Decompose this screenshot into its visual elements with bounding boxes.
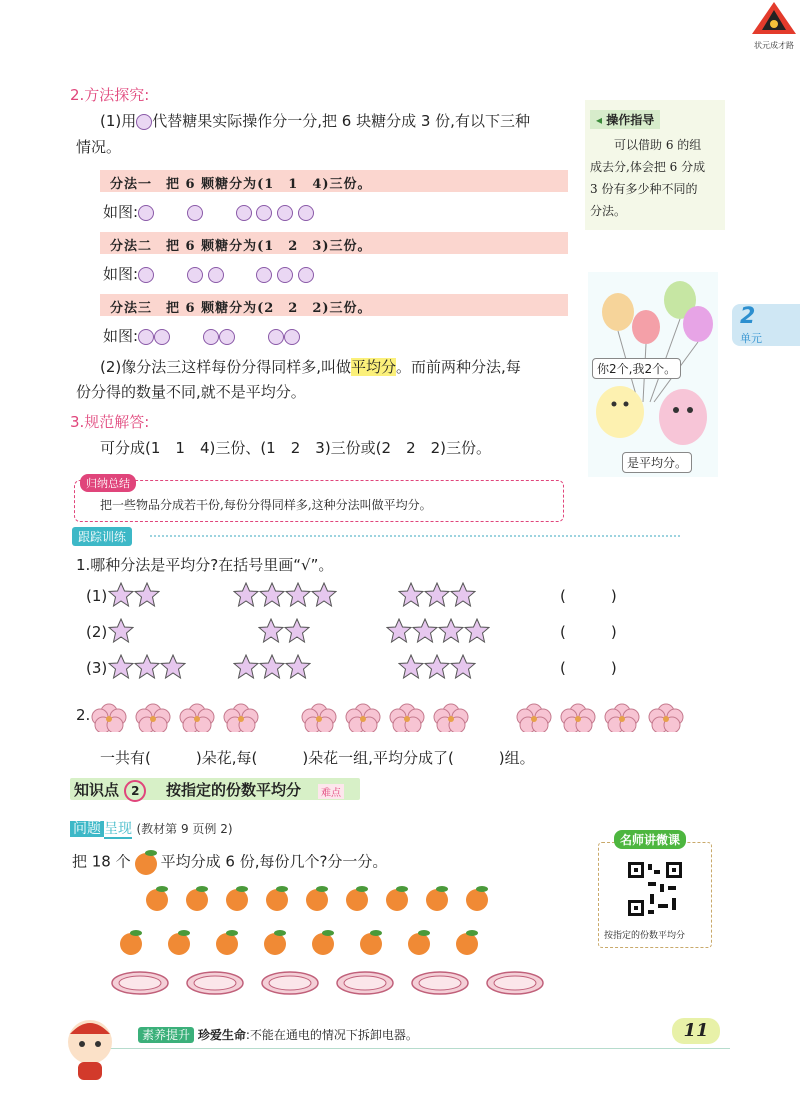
star-icon bbox=[134, 654, 160, 680]
circle-icon bbox=[138, 329, 154, 345]
part2-text bbox=[100, 356, 570, 378]
star-icon bbox=[424, 582, 450, 608]
star-group bbox=[108, 582, 160, 608]
figure-label: 如图: bbox=[103, 265, 139, 283]
star-icon bbox=[438, 618, 464, 644]
problem-tag2: 呈现 bbox=[104, 821, 132, 837]
circle-icon bbox=[256, 267, 272, 283]
circle-icon bbox=[208, 267, 224, 283]
plate-icon bbox=[485, 970, 545, 996]
orange-icon bbox=[262, 884, 292, 912]
circle-icon bbox=[268, 329, 284, 345]
dotted-divider bbox=[150, 535, 680, 537]
flower-icon bbox=[603, 702, 641, 732]
flower-icon bbox=[300, 702, 338, 732]
star-group bbox=[233, 654, 311, 680]
problem-tag bbox=[70, 818, 233, 838]
circle-icon bbox=[203, 329, 219, 345]
answer-blank[interactable]: ( ) bbox=[560, 623, 617, 641]
circle-icon bbox=[256, 205, 272, 221]
circle-icon bbox=[277, 205, 293, 221]
figure-label: 如图: bbox=[103, 203, 139, 221]
star-group bbox=[398, 654, 476, 680]
part1-pre: (1)用 bbox=[100, 112, 137, 130]
answer-blank[interactable]: ( ) bbox=[560, 659, 617, 677]
plate-row bbox=[110, 968, 610, 998]
part1-line2: 情况。 bbox=[76, 138, 122, 156]
star-icon bbox=[450, 582, 476, 608]
method-figure-3 bbox=[103, 325, 300, 347]
speech-bubble-1: 你2个,我2个。 bbox=[592, 358, 681, 379]
q1-row-label: (3) bbox=[86, 659, 108, 677]
star-icon bbox=[398, 654, 424, 680]
tracking-tag: 跟踪训练 bbox=[72, 527, 132, 546]
summary-tag: 归纳总结 bbox=[80, 474, 136, 492]
orange-icon bbox=[182, 884, 212, 912]
guide-line: 3 份有多少种不同的 bbox=[590, 182, 698, 196]
orange-icon bbox=[404, 928, 434, 956]
flower-row bbox=[90, 700, 710, 734]
orange-icon bbox=[131, 848, 161, 876]
guide-line: 可以借助 6 的组 bbox=[614, 138, 702, 152]
star-icon bbox=[259, 654, 285, 680]
plate-icon bbox=[110, 970, 170, 996]
qr-caption: 按指定的份数平均分 bbox=[604, 931, 686, 941]
method-band-3 bbox=[100, 294, 568, 316]
q1-row-label: (1) bbox=[86, 587, 108, 605]
method-text: 分法一 把 6 颗糖分为(1 1 4)三份。 bbox=[110, 177, 372, 192]
unit-number: 2 bbox=[740, 304, 756, 329]
method-text: 分法三 把 6 颗糖分为(2 2 2)三份。 bbox=[110, 301, 372, 316]
orange-row-1 bbox=[142, 882, 502, 914]
orange-icon bbox=[212, 928, 242, 956]
problem-tag1: 问题 bbox=[70, 821, 104, 837]
orange-icon bbox=[462, 884, 492, 912]
orange-icon bbox=[452, 928, 482, 956]
star-icon bbox=[386, 618, 412, 644]
star-icon bbox=[424, 654, 450, 680]
answer-blank[interactable]: ( ) bbox=[560, 587, 617, 605]
question-post: 平均分成 6 份,每份几个?分一分。 bbox=[160, 852, 388, 871]
question-pre: 把 18 个 bbox=[72, 852, 131, 871]
guide-title-text: 操作指导 bbox=[606, 113, 655, 127]
flower-icon bbox=[90, 702, 128, 732]
logo-text: 状元成才路 bbox=[754, 41, 794, 50]
problem-ref: (教材第 9 页例 2) bbox=[136, 822, 233, 836]
part2-pre: (2)像分法三这样每份分得同样多,叫做 bbox=[100, 358, 352, 376]
circle-icon bbox=[187, 267, 203, 283]
footer-tag: 素养提升 bbox=[138, 1027, 194, 1043]
orange-icon bbox=[164, 928, 194, 956]
star-group bbox=[386, 618, 490, 644]
summary-text: 把一些物品分成若干份,每份分得同样多,这种分法叫做平均分。 bbox=[100, 498, 432, 512]
circle-icon bbox=[236, 205, 252, 221]
footer-bold: 珍爱生命 bbox=[197, 1028, 246, 1042]
page-number: 11 bbox=[672, 1018, 720, 1044]
flower-icon bbox=[515, 702, 553, 732]
knowledge-label: 知识点 bbox=[74, 781, 120, 799]
flower-icon bbox=[344, 702, 382, 732]
star-group bbox=[398, 582, 476, 608]
qr-code-icon bbox=[626, 860, 684, 918]
star-icon bbox=[108, 582, 134, 608]
part1-post: 代替糖果实际操作分一分,把 6 块糖分成 3 份,有以下三种 bbox=[152, 112, 530, 130]
part2-post: 。而前两种分法,每 bbox=[396, 358, 521, 376]
highlight-term: 平均分 bbox=[351, 358, 397, 376]
star-icon bbox=[258, 618, 284, 644]
orange-icon bbox=[308, 928, 338, 956]
flower-icon bbox=[647, 702, 685, 732]
q2-label: 2. bbox=[76, 706, 91, 724]
orange-row-2 bbox=[116, 926, 526, 958]
flower-icon bbox=[222, 702, 260, 732]
orange-icon bbox=[356, 928, 386, 956]
guide-line: 成去分,体会把 6 分成 bbox=[590, 160, 706, 174]
star-icon bbox=[160, 654, 186, 680]
figure-label: 如图: bbox=[103, 327, 139, 345]
circle-icon bbox=[138, 267, 154, 283]
circle-icon bbox=[298, 205, 314, 221]
section-title: 2.方法探究: bbox=[70, 86, 150, 104]
plate-icon bbox=[410, 970, 470, 996]
method-text: 分法二 把 6 颗糖分为(1 2 3)三份。 bbox=[110, 239, 372, 254]
circle-icon bbox=[154, 329, 170, 345]
star-icon bbox=[285, 654, 311, 680]
circle-icon bbox=[138, 205, 154, 221]
star-icon bbox=[285, 582, 311, 608]
logo-icon bbox=[748, 0, 800, 36]
part1-text bbox=[100, 110, 570, 132]
star-icon bbox=[311, 582, 337, 608]
orange-icon bbox=[422, 884, 452, 912]
problem-question bbox=[72, 848, 387, 876]
star-icon bbox=[259, 582, 285, 608]
circle-icon bbox=[219, 329, 235, 345]
flower-icon bbox=[388, 702, 426, 732]
star-icon bbox=[464, 618, 490, 644]
plate-icon bbox=[335, 970, 395, 996]
part2-line2: 份分得的数量不同,就不是平均分。 bbox=[76, 383, 306, 401]
q1-row-label: (2) bbox=[86, 623, 108, 641]
guide-line: 分法。 bbox=[590, 204, 627, 218]
guide-text bbox=[590, 134, 705, 222]
star-icon bbox=[398, 582, 424, 608]
flower-icon bbox=[432, 702, 470, 732]
q1-title: 1.哪种分法是平均分?在括号里画“√”。 bbox=[76, 556, 334, 574]
star-icon bbox=[108, 654, 134, 680]
mascot bbox=[60, 1012, 120, 1082]
footer-line bbox=[110, 1048, 730, 1049]
plate-icon bbox=[260, 970, 320, 996]
candy-circle-icon bbox=[136, 114, 152, 130]
star-group bbox=[108, 654, 186, 680]
knowledge-tag bbox=[74, 779, 146, 802]
knowledge-number: 2 bbox=[124, 780, 146, 802]
star-icon bbox=[412, 618, 438, 644]
orange-icon bbox=[222, 884, 252, 912]
method-band-1 bbox=[100, 170, 568, 192]
orange-icon bbox=[382, 884, 412, 912]
star-group bbox=[258, 618, 310, 644]
flower-icon bbox=[134, 702, 172, 732]
guide-title bbox=[590, 110, 660, 129]
orange-icon bbox=[260, 928, 290, 956]
footer-note: :不能在通电的情况下拆卸电器。 bbox=[245, 1028, 418, 1042]
star-icon bbox=[233, 654, 259, 680]
orange-icon bbox=[142, 884, 172, 912]
mascot-icon bbox=[60, 1012, 120, 1082]
unit-label: 单元 bbox=[740, 332, 762, 345]
flower-icon bbox=[178, 702, 216, 732]
footer-text bbox=[138, 1026, 418, 1043]
orange-icon bbox=[342, 884, 372, 912]
unit-tab bbox=[732, 304, 800, 346]
method-figure-2 bbox=[103, 263, 314, 285]
star-icon bbox=[450, 654, 476, 680]
star-icon bbox=[233, 582, 259, 608]
circle-icon bbox=[187, 205, 203, 221]
qr-code bbox=[626, 860, 684, 918]
star-group bbox=[108, 618, 134, 644]
q2-text: 一共有( )朵花,每( )朵花一组,平均分成了( )组。 bbox=[100, 749, 535, 767]
circle-icon bbox=[284, 329, 300, 345]
star-group bbox=[233, 582, 337, 608]
arrow-icon: ◂ bbox=[596, 113, 603, 127]
circle-icon bbox=[277, 267, 293, 283]
flower-icon bbox=[559, 702, 597, 732]
orange-icon bbox=[116, 928, 146, 956]
circle-icon bbox=[298, 267, 314, 283]
method-band-2 bbox=[100, 232, 568, 254]
corner-logo bbox=[748, 0, 800, 48]
speech-bubble-2: 是平均分。 bbox=[622, 452, 692, 473]
section3-answer: 可分成(1 1 4)三份、(1 2 3)三份或(2 2 2)三份。 bbox=[100, 439, 492, 457]
star-icon bbox=[134, 582, 160, 608]
qr-title: 名师讲微课 bbox=[614, 830, 686, 849]
method-figure-1 bbox=[103, 201, 314, 223]
difficulty-tag: 难点 bbox=[318, 784, 344, 799]
section3-title: 3.规范解答: bbox=[70, 413, 150, 431]
orange-icon bbox=[302, 884, 332, 912]
knowledge-title: 按指定的份数平均分 bbox=[166, 781, 302, 799]
star-icon bbox=[108, 618, 134, 644]
plate-icon bbox=[185, 970, 245, 996]
star-icon bbox=[284, 618, 310, 644]
